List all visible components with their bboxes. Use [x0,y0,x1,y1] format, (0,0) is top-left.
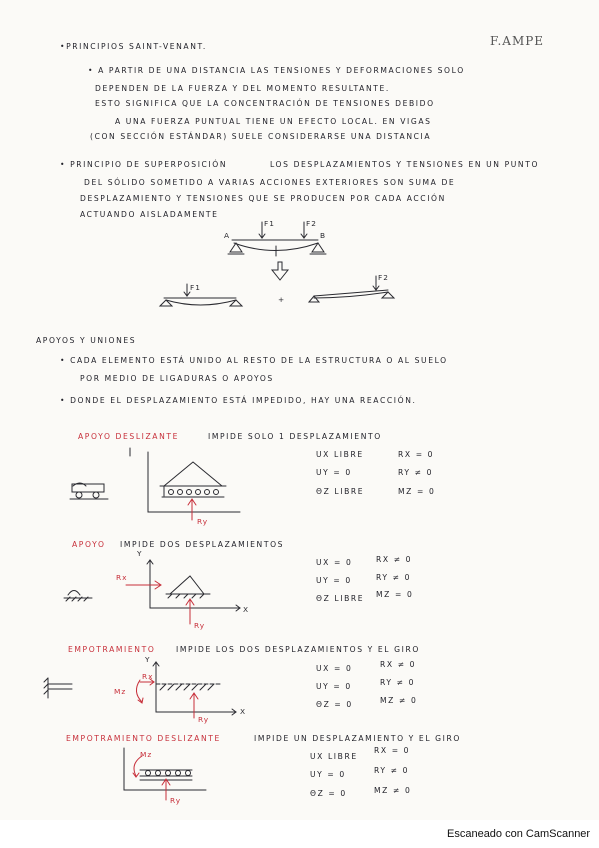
support-3-ry-label: Ry [198,715,210,724]
support-4-left-2: UY = 0 [310,770,346,779]
saint-venant-line-5: (CON SECCIÓN ESTÁNDAR) SUELE CONSIDERARSE UNA DISTANCIA [90,132,432,141]
label-f2: F2 [306,219,317,228]
support-3-right-3: MZ ≠ 0 [380,696,418,705]
support-2-right-3: MZ = 0 [376,590,414,599]
saint-venant-line-1: • A PARTIR DE UNA DISTANCIA LAS TENSIONES Y DEFORMACIONES SOLO [88,66,465,75]
support-2-rx-arrow [126,581,161,589]
label-b: B [320,231,327,240]
apoyos-line-3: • DONDE EL DESPLAZAMIENTO ESTÁ IMPEDIDO, HAY UNA REACCIÓN. [60,396,417,405]
support-2-left-2: UY = 0 [316,576,352,585]
support-4-right-3: MZ ≠ 0 [374,786,412,795]
empotramiento-sketch [44,662,236,715]
superposicion-line-1: LOS DESPLAZAMIENTOS Y TENSIONES EN UN PUNTO [270,160,540,169]
support-4-ry-label: Ry [170,796,182,805]
support-4-desc: IMPIDE UN DESPLAZAMIENTO Y EL GIRO [254,734,461,743]
support-4-mz-arrow [133,756,142,777]
support-3-mz-label: Mz [114,687,127,696]
support-1-right-1: RX = 0 [398,450,435,459]
header-mark: F.AMPE [490,34,545,48]
support-3-ry-arrow [190,693,198,718]
label-a: A [224,231,231,240]
support-3-left-2: UY = 0 [316,682,352,691]
support-2-title: APOYO [72,540,106,549]
support-1-right-2: RY ≠ 0 [398,468,434,477]
support-1-desc: IMPIDE SOLO 1 DESPLAZAMIENTO [208,432,382,441]
support-3-axis-y: Y [145,655,151,664]
support-2-rx-label: Rx [116,573,128,582]
support-3-right-2: RY ≠ 0 [380,678,416,687]
support-4-right-1: RX = 0 [374,746,411,755]
footer-bar [0,820,599,848]
apoyo-deslizante-sketch [70,448,240,512]
support-4-left-1: UX LIBRE [310,752,358,761]
support-2-right-2: RY ≠ 0 [376,573,412,582]
support-1-ry-label: Ry [197,517,209,526]
empotramiento-deslizante-sketch [124,748,206,790]
superposition-beam-1 [160,284,242,306]
superposicion-line-3: DESPLAZAMIENTO Y TENSIONES QUE SE PRODUCEN POR CADA ACCIÓN [80,194,446,203]
support-2-left-3: ΘZ LIBRE [316,594,365,603]
support-4-right-2: RY ≠ 0 [374,766,410,775]
apoyos-title: APOYOS Y UNIONES [36,336,137,345]
superposicion-line-4: ACTUANDO AISLADAMENTE [80,210,219,219]
support-3-right-1: RX ≠ 0 [380,660,417,669]
support-3-axis-x: X [240,707,247,716]
support-1-title: APOYO DESLIZANTE [78,432,179,441]
support-3-left-3: ΘZ = 0 [316,700,353,709]
support-2-axis-y: Y [137,549,143,558]
support-2-desc: IMPIDE DOS DESPLAZAMIENTOS [120,540,285,549]
label-plus: + [278,295,286,304]
support-2-ry-arrow [186,599,194,624]
support-4-title: EMPOTRAMIENTO DESLIZANTE [66,734,221,743]
support-3-title: EMPOTRAMIENTO [68,645,156,654]
support-3-rx-label: Rx [142,672,154,681]
support-3-left-1: UX = 0 [316,664,353,673]
saint-venant-line-4: A UNA FUERZA PUNTUAL TIENE UN EFECTO LOCAL. EN VIGAS [115,117,432,126]
support-1-left-1: UX LIBRE [316,450,364,459]
support-4-mz-label: Mz [140,750,153,759]
label-f1: F1 [264,219,275,228]
support-1-right-3: MZ = 0 [398,487,436,496]
apoyos-line-2: POR MEDIO DE LIGADURAS O APOYOS [80,374,274,383]
apoyos-line-1: • CADA ELEMENTO ESTÁ UNIDO AL RESTO DE LA ESTRUCTURA O AL SUELO [60,356,448,365]
support-1-left-3: ΘZ LIBRE [316,487,365,496]
support-2-left-1: UX = 0 [316,558,353,567]
superposition-main-beam [228,222,326,280]
support-2-axis-x: X [243,605,250,614]
label-f1b: F1 [190,283,201,292]
support-2-ry-label: Ry [194,621,206,630]
superposicion-line-2: DEL SÓLIDO SOMETIDO A VARIAS ACCIONES EXTERIORES SON SUMA DE [84,178,456,187]
saint-venant-line-3: ESTO SIGNIFICA QUE LA CONCENTRACIÓN DE TENSIONES DEBIDO [95,99,435,108]
scanner-watermark: Escaneado con CamScanner [447,828,591,840]
superposicion-title: • PRINCIPIO DE SUPERPOSICIÓN [60,160,228,169]
support-3-desc: IMPIDE LOS DOS DESPLAZAMIENTOS Y EL GIRO [176,645,420,654]
support-2-right-1: RX ≠ 0 [376,555,413,564]
label-f2b: F2 [378,273,389,282]
saint-venant-title: •PRINCIPIOS SAINT-VENANT. [60,42,207,51]
support-4-left-3: ΘZ = 0 [310,789,347,798]
support-1-ry-arrow [188,499,196,520]
saint-venant-line-2: DEPENDEN DE LA FUERZA Y DEL MOMENTO RESULTANTE. [95,84,390,93]
support-1-left-2: UY = 0 [316,468,352,477]
support-3-mz-arrow [136,680,143,703]
